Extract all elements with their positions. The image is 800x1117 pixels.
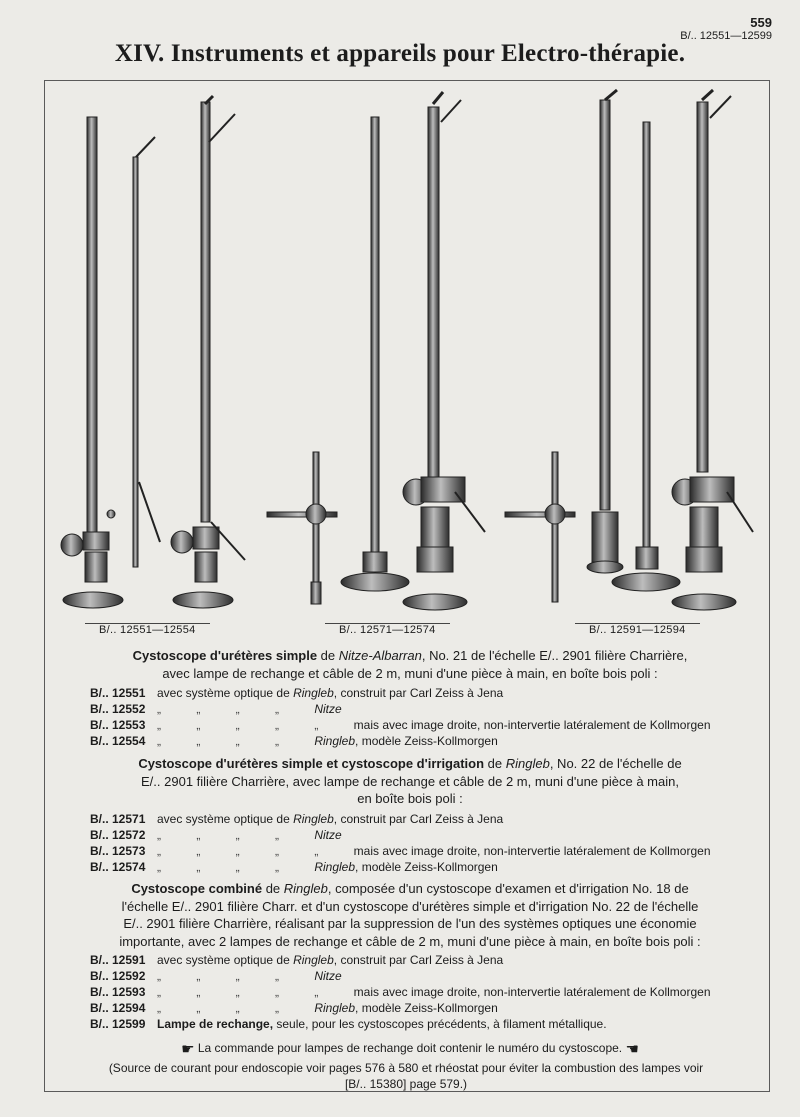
list-item: B/.. 12554 „ „ „ „ Ringleb, modèle Zeiss-Kollmorgen xyxy=(90,734,498,748)
pointing-hand-left-icon: ☚ xyxy=(625,1041,639,1058)
instrument-12573 xyxy=(403,92,485,610)
instrument-12592 xyxy=(587,90,623,573)
list-item: B/.. 12592 „ „ „ „ Nitze xyxy=(90,969,342,983)
instrument-12571 xyxy=(267,452,337,604)
figure-label-group2: B/.. 12571—12574 xyxy=(325,623,450,636)
page-range: B/.. 12551—12599 xyxy=(680,30,772,42)
list-item-spare-lamp: B/.. 12599 Lampe de rechange, seule, pour les cystoscopes précédents, à filament métallique. xyxy=(90,1017,607,1031)
instrument-12572 xyxy=(341,117,409,591)
pointing-hand-right-icon: ☛ xyxy=(181,1041,195,1058)
instrument-12551 xyxy=(61,117,123,608)
section-2-heading: Cystoscope d'urétères simple et cystoscope d'irrigation de Ringleb, No. 22 de l'échelle de E/.. 2901 filière Charrière, avec lampe de rechange et câble de 2 m, muni d'une pièce à main, en boîte bois poli : xyxy=(138,756,682,806)
page-title: XIV. Instruments et appareils pour Electro-thérapie. xyxy=(114,40,686,67)
list-item: B/.. 12553 „ „ „ „ „ mais avec image droite, non-intervertie latéralement de Kollmorgen xyxy=(90,718,711,732)
instrument-12552 xyxy=(133,137,160,567)
list-item: B/.. 12573 „ „ „ „ „ mais avec image droite, non-intervertie latéralement de Kollmorgen xyxy=(90,843,711,858)
section-1-heading: Cystoscope d'urétères simple de Nitze-Albarran, No. 21 de l'échelle E/.. 2901 filière Charrière, avec lampe de rechange et câble de 2 m, muni d'une pièce à main, en boîte bois poli : xyxy=(132,648,688,681)
section-3 xyxy=(60,880,760,1032)
list-item: B/.. 12572 „ „ „ „ Nitze xyxy=(90,827,342,842)
figure-label-group3: B/.. 12591—12594 xyxy=(575,623,700,636)
cystoscope-illustrations xyxy=(45,82,769,622)
instrument-12591 xyxy=(505,452,575,602)
order-notice: ☛ La commande pour lampes de rechange doit contenir le numéro du cystoscope. ☚ xyxy=(181,1041,639,1058)
list-item: B/.. 12591 avec système optique de Ringleb, construit par Carl Zeiss à Jena xyxy=(90,953,504,967)
list-item: B/.. 12593 „ „ „ „ „ mais avec image droite, non-intervertie latéralement de Kollmorgen xyxy=(90,985,711,999)
instrument-12553 xyxy=(171,96,245,608)
list-item: B/.. 12574 „ „ „ „ Ringleb, modèle Zeiss-Kollmorgen xyxy=(90,859,498,874)
source-note: (Source de courant pour endoscopie voir pages 576 à 580 et rhéostat pour éviter la combustion des lampes voir [B/.. 15380] page 579.) xyxy=(108,1061,704,1091)
section-1 xyxy=(60,647,760,749)
instrument-12594 xyxy=(672,90,753,610)
list-item: B/.. 12594 „ „ „ „ Ringleb, modèle Zeiss-Kollmorgen xyxy=(90,1001,498,1015)
page-number: 559 xyxy=(750,15,772,30)
list-item: B/.. 12551 avec système optique de Ringleb, construit par Carl Zeiss à Jena xyxy=(90,686,504,700)
instrument-12593 xyxy=(612,122,680,591)
list-item: B/.. 12571 avec système optique de Ringleb, construit par Carl Zeiss à Jena xyxy=(90,811,504,826)
section-2 xyxy=(60,755,760,875)
section-3-heading: Cystoscope combiné de Ringleb, composée d'un cystoscope d'examen et d'irrigation No. 18 de l'échelle E/.. 2901 filière Charr. et d'un cystoscope d'urétères simple et d'irrigation No. 22 de l'échelle E/.. 2901 filière Charrière, réalisant par la suppression de l'un des systèmes optiques une économie importante, avec 2 lampes de rechange et câble de 2 m, muni d'une pièce à main, en boîte bois poli : xyxy=(119,881,701,949)
figure-label-group1: B/.. 12551—12554 xyxy=(85,623,210,636)
list-item: B/.. 12552 „ „ „ „ Nitze xyxy=(90,702,342,716)
